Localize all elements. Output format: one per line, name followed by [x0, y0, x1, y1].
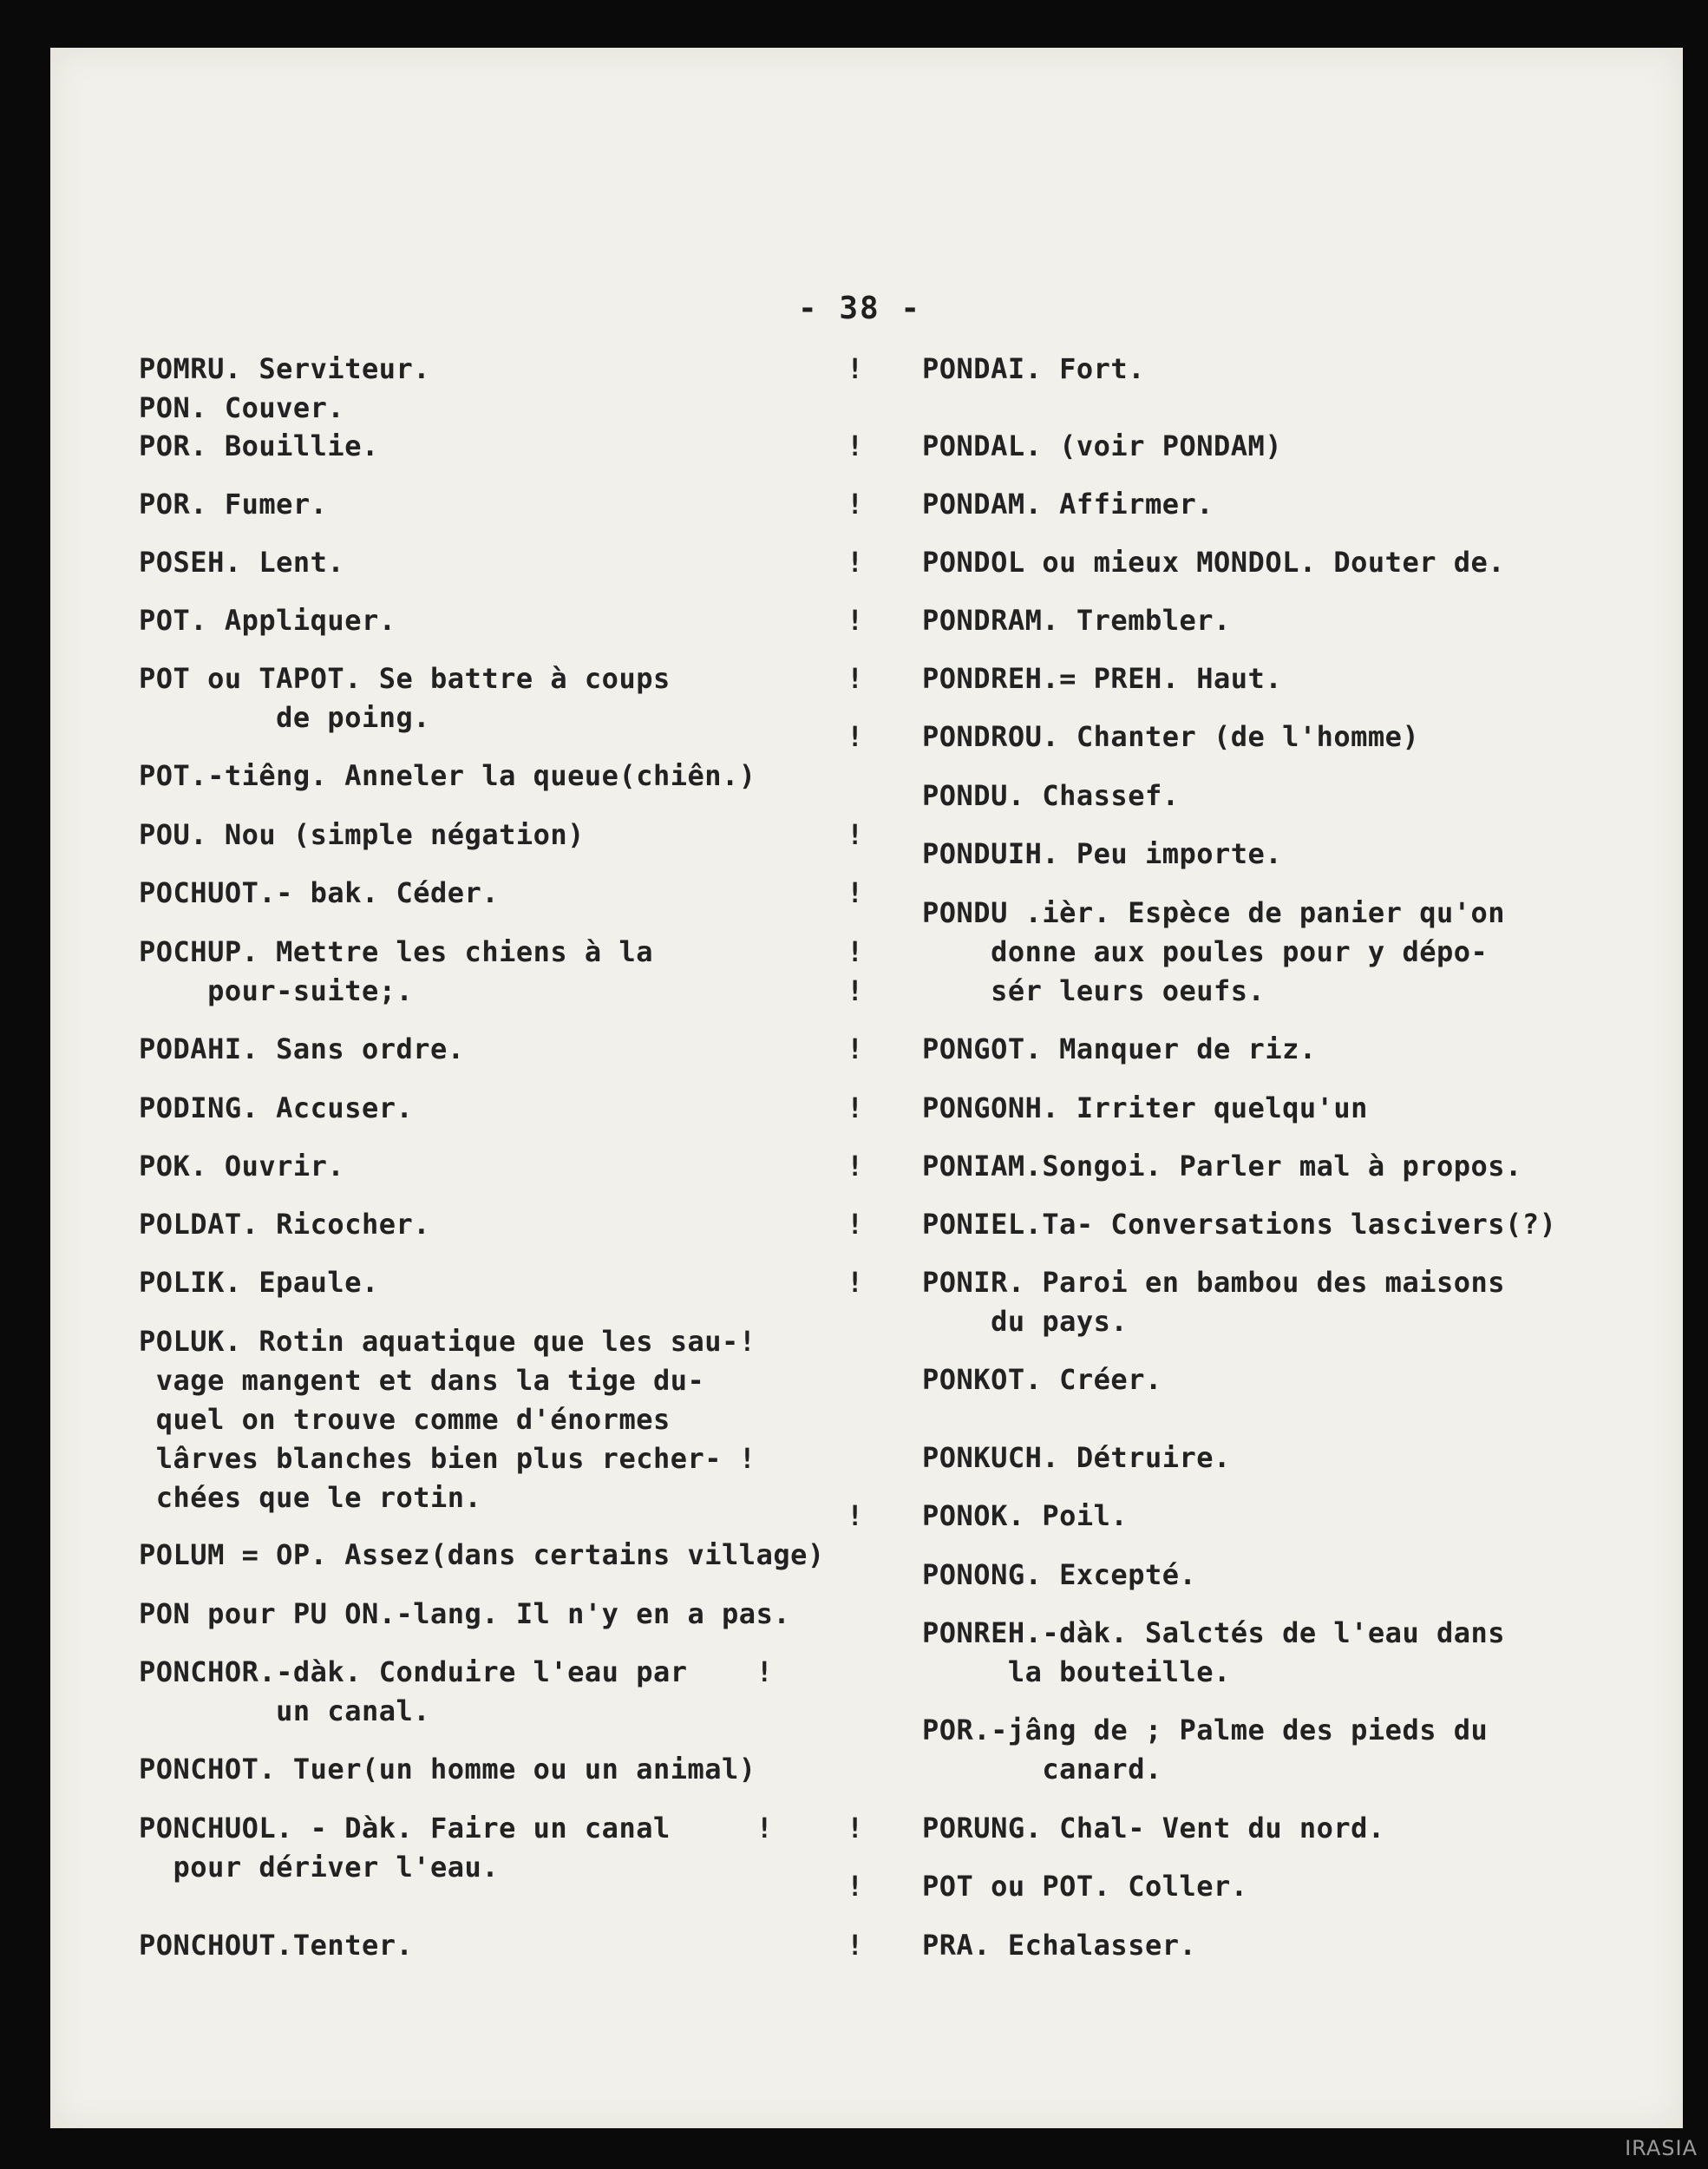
column-separator: ! [847, 720, 864, 753]
left-entry: POT.-tiêng. Anneler la queue(chiên.) [139, 759, 756, 792]
left-entry: POLIK. Epaule. [139, 1266, 379, 1299]
column-separator: ! [847, 935, 864, 968]
column-separator: ! [847, 604, 864, 637]
right-entry: PONKUCH. Détruire. [922, 1441, 1231, 1474]
column-separator: ! [847, 1266, 864, 1299]
left-entry: POMRU. Serviteur. [139, 352, 431, 385]
left-entry: POCHUP. Mettre les chiens à la pour-suite;. [139, 935, 653, 1007]
right-entry: PONDRAM. Trembler. [922, 604, 1231, 637]
right-entry: PONDROU. Chanter (de l'homme) [922, 720, 1420, 753]
right-entry: PONIEL.Ta- Conversations lascivers(?) [922, 1208, 1557, 1241]
right-entry: PONDAM. Affirmer. [922, 488, 1214, 521]
column-separator: ! [847, 662, 864, 695]
column-separator: ! [847, 1032, 864, 1065]
right-entry: PONKOT. Créer. [922, 1363, 1162, 1396]
right-entry: PONDAL. (voir PONDAM) [922, 429, 1283, 462]
left-entry: POLDAT. Ricocher. [139, 1208, 431, 1241]
left-entry: POR. Bouillie. [139, 429, 379, 462]
watermark: IRASIA [1625, 2136, 1698, 2160]
right-entry: PONDU .ièr. Espèce de panier qu'on donne aux poules pour y dépo- sér leurs oeufs. [922, 896, 1506, 1007]
column-separator: ! [847, 1208, 864, 1241]
left-entry: PONCHOT. Tuer(un homme ou un animal) [139, 1753, 756, 1786]
column-separator: ! [847, 352, 864, 385]
left-entry: POLUK. Rotin aquatique que les sau-! vage mangent et dans la tige du- quel on trouve comme d'énormes lârves blanches bien plus recher- ! chées que le rotin. [139, 1325, 756, 1514]
column-separator: ! [847, 1929, 864, 1962]
page-number: - 38 - [798, 291, 922, 326]
left-entry: POT. Appliquer. [139, 604, 396, 637]
right-entry: PONIAM.Songoi. Parler mal à propos. [922, 1150, 1522, 1183]
left-entry: POSEH. Lent. [139, 546, 345, 579]
right-entry: PORUNG. Chal- Vent du nord. [922, 1812, 1385, 1845]
column-separator: ! [847, 1150, 864, 1183]
left-entry: POU. Nou (simple négation) [139, 818, 585, 851]
left-entry: PON pour PU ON.-lang. Il n'y en a pas. [139, 1597, 791, 1630]
left-entry: POCHUOT.- bak. Céder. [139, 876, 500, 909]
left-entry: POLUM = OP. Assez(dans certains village) [139, 1538, 825, 1571]
right-entry: PONGONH. Irriter quelqu'un [922, 1091, 1368, 1124]
column-separator: ! [847, 488, 864, 521]
column-separator: ! [847, 818, 864, 851]
right-entry: PONGOT. Manquer de riz. [922, 1032, 1317, 1065]
column-separator: ! [847, 974, 864, 1007]
left-entry: POR. Fumer. [139, 488, 328, 521]
right-entry: PONOK. Poil. [922, 1499, 1129, 1532]
left-entry: PONCHOR.-dàk. Conduire l'eau par ! un canal. [139, 1655, 774, 1727]
left-entry: POK. Ouvrir. [139, 1150, 345, 1183]
column-separator: ! [847, 1091, 864, 1124]
left-entry: PON. Couver. [139, 391, 345, 424]
column-separator: ! [847, 429, 864, 462]
left-entry: PONCHUOL. - Dàk. Faire un canal ! pour dériver l'eau. [139, 1812, 774, 1884]
right-entry: PRA. Echalasser. [922, 1929, 1197, 1962]
right-entry: PONDUIH. Peu importe. [922, 837, 1283, 870]
column-separator: ! [847, 1499, 864, 1532]
right-entry: PONDOL ou mieux MONDOL. Douter de. [922, 546, 1506, 579]
right-entry: PONREH.-dàk. Salctés de l'eau dans la bouteille. [922, 1616, 1506, 1688]
right-entry: POR.-jâng de ; Palme des pieds du canard. [922, 1714, 1489, 1786]
right-entry: PONDAI. Fort. [922, 352, 1145, 385]
column-separator: ! [847, 1812, 864, 1845]
right-entry: PONDU. Chassef. [922, 779, 1180, 812]
column-separator: ! [847, 546, 864, 579]
left-entry: PODAHI. Sans ordre. [139, 1032, 465, 1065]
right-entry: PONIR. Paroi en bambou des maisons du pays. [922, 1266, 1506, 1338]
left-entry: PODING. Accuser. [139, 1091, 414, 1124]
column-separator: ! [847, 1870, 864, 1903]
right-entry: PONONG. Excepté. [922, 1558, 1197, 1591]
right-entry: PONDREH.= PREH. Haut. [922, 662, 1283, 695]
left-entry: PONCHOUT.Tenter. [139, 1929, 414, 1962]
right-entry: POT ou POT. Coller. [922, 1870, 1248, 1903]
column-separator: ! [847, 876, 864, 909]
left-entry: POT ou TAPOT. Se battre à coups de poing. [139, 662, 671, 734]
